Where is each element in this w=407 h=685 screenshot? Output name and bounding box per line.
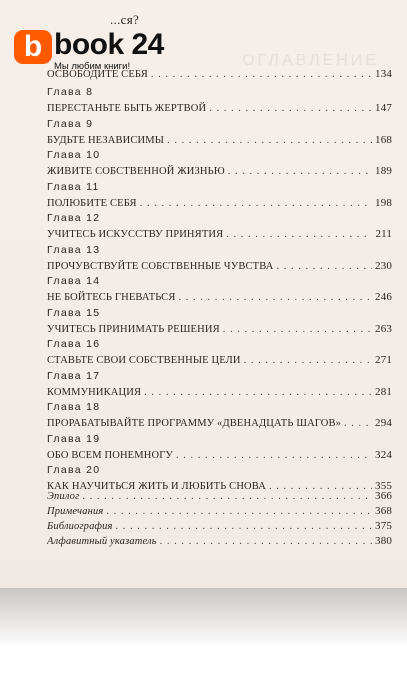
back-matter-page: 368	[375, 505, 392, 517]
chapter-label: Глава 9	[47, 117, 94, 130]
leader-dots	[228, 166, 372, 177]
toc-row[interactable]	[47, 102, 392, 118]
chapter-title: КОММУНИКАЦИЯ	[47, 386, 142, 398]
chapter-label: Глава 12	[47, 212, 101, 224]
chapter-title: ПОЛЮБИТЕ СЕБЯ	[47, 197, 137, 209]
toc-row[interactable]	[47, 165, 392, 181]
back-matter-title: Библиография	[47, 521, 113, 532]
chapter-title: СТАВЬТЕ СВОИ СОБСТВЕННЫЕ ЦЕЛИ	[47, 355, 241, 366]
toc-row[interactable]	[47, 134, 392, 150]
toc-row[interactable]	[47, 228, 392, 244]
leader-dots	[140, 198, 372, 209]
toc-row[interactable]	[47, 323, 392, 339]
back-matter-page: 366	[375, 490, 392, 502]
toc-row[interactable]	[47, 354, 392, 370]
back-matter-row[interactable]	[47, 490, 392, 506]
toc-row[interactable]	[47, 291, 392, 307]
toc-entry-title: ОСВОБОДИТЕ СЕБЯ	[47, 69, 148, 80]
logo-wordmark: book 24	[54, 28, 164, 61]
back-matter-title: Эпилог	[47, 491, 80, 502]
cut-off-heading: ...ся?	[110, 12, 140, 27]
chapter-label: Глава 14	[47, 275, 101, 287]
chapter-label: Глава 13	[47, 243, 101, 256]
leader-dots	[344, 418, 372, 429]
ghost-heading: ОГЛАВЛЕНИЕ	[242, 52, 379, 69]
toc-row-first[interactable]	[47, 68, 392, 84]
toc-row[interactable]	[47, 197, 392, 213]
back-matter-row[interactable]	[47, 535, 392, 551]
chapter-label: Глава 20	[47, 464, 101, 476]
chapter-page: 230	[375, 259, 392, 272]
back-matter-title: Примечания	[47, 506, 104, 517]
logo-b-icon: b	[14, 30, 52, 64]
leader-dots	[179, 292, 373, 303]
leader-dots	[160, 536, 372, 547]
leader-dots	[116, 521, 373, 532]
chapter-title: НЕ БОЙТЕСЬ ГНЕВАТЬСЯ	[47, 292, 176, 303]
toc-row[interactable]	[47, 386, 392, 402]
back-matter-row[interactable]	[47, 520, 392, 536]
chapter-page: 263	[375, 322, 392, 335]
leader-dots	[167, 135, 372, 146]
chapter-label: Глава 18	[47, 401, 101, 413]
chapter-page: 211	[375, 228, 392, 240]
chapter-title: УЧИТЕСЬ ПРИНИМАТЬ РЕШЕНИЯ	[47, 323, 220, 335]
leader-dots	[151, 69, 372, 80]
chapter-page: 147	[375, 102, 392, 114]
chapter-page: 198	[375, 196, 392, 209]
chapter-label: Глава 8	[47, 86, 94, 98]
chapter-page: 355	[375, 480, 392, 492]
chapter-label: Глава 10	[47, 149, 101, 161]
back-matter-page: 375	[375, 520, 392, 532]
page-bottom-shadow	[0, 588, 407, 648]
chapter-title: КАК НАУЧИТЬСЯ ЖИТЬ И ЛЮБИТЬ СНОВА	[47, 481, 267, 492]
back-matter-row[interactable]	[47, 505, 392, 521]
chapter-page: 294	[375, 417, 392, 429]
leader-dots	[82, 491, 372, 502]
leader-dots	[276, 261, 372, 272]
back-matter-page: 380	[375, 535, 392, 547]
chapter-page: 246	[375, 291, 392, 303]
back-matter-title: Алфавитный указатель	[47, 536, 157, 547]
leader-dots	[176, 450, 372, 461]
chapter-title: ПРОРАБАТЫВАЙТЕ ПРОГРАММУ «ДВЕНАДЦАТЬ ШАГОВ»	[47, 418, 342, 429]
toc-entry-page: 134	[375, 68, 392, 80]
chapter-title: ОБО ВСЕМ ПОНЕМНОГУ	[47, 449, 173, 461]
toc-row[interactable]	[47, 449, 392, 465]
logo-tagline: Мы любим книги!	[54, 61, 131, 72]
leader-dots	[144, 387, 372, 398]
chapter-title: ПРОЧУВСТВУЙТЕ СОБСТВЕННЫЕ ЧУВСТВА	[47, 260, 274, 272]
chapter-title: ЖИВИТЕ СОБСТВЕННОЙ ЖИЗНЬЮ	[47, 166, 225, 177]
chapter-page: 324	[375, 448, 392, 461]
chapter-title: УЧИТЕСЬ ИСКУССТВУ ПРИНЯТИЯ	[47, 229, 224, 240]
chapter-label: Глава 17	[47, 369, 101, 382]
toc-row[interactable]	[47, 260, 392, 276]
chapter-page: 168	[375, 133, 392, 146]
chapter-label: Глава 11	[47, 180, 100, 193]
chapter-page: 189	[375, 165, 392, 177]
book24-logo	[14, 28, 164, 72]
chapter-title: БУДЬТЕ НЕЗАВИСИМЫ	[47, 134, 165, 146]
leader-dots	[226, 229, 372, 240]
chapter-label: Глава 15	[47, 306, 101, 319]
chapter-page: 281	[375, 385, 392, 398]
chapter-label: Глава 19	[47, 432, 101, 445]
chapter-page: 271	[375, 354, 392, 366]
toc-row[interactable]	[47, 417, 392, 433]
leader-dots	[244, 355, 372, 366]
chapter-label: Глава 16	[47, 338, 101, 350]
leader-dots	[106, 506, 372, 517]
chapter-title: ПЕРЕСТАНЬТЕ БЫТЬ ЖЕРТВОЙ	[47, 103, 207, 114]
leader-dots	[223, 324, 372, 335]
leader-dots	[209, 103, 372, 114]
